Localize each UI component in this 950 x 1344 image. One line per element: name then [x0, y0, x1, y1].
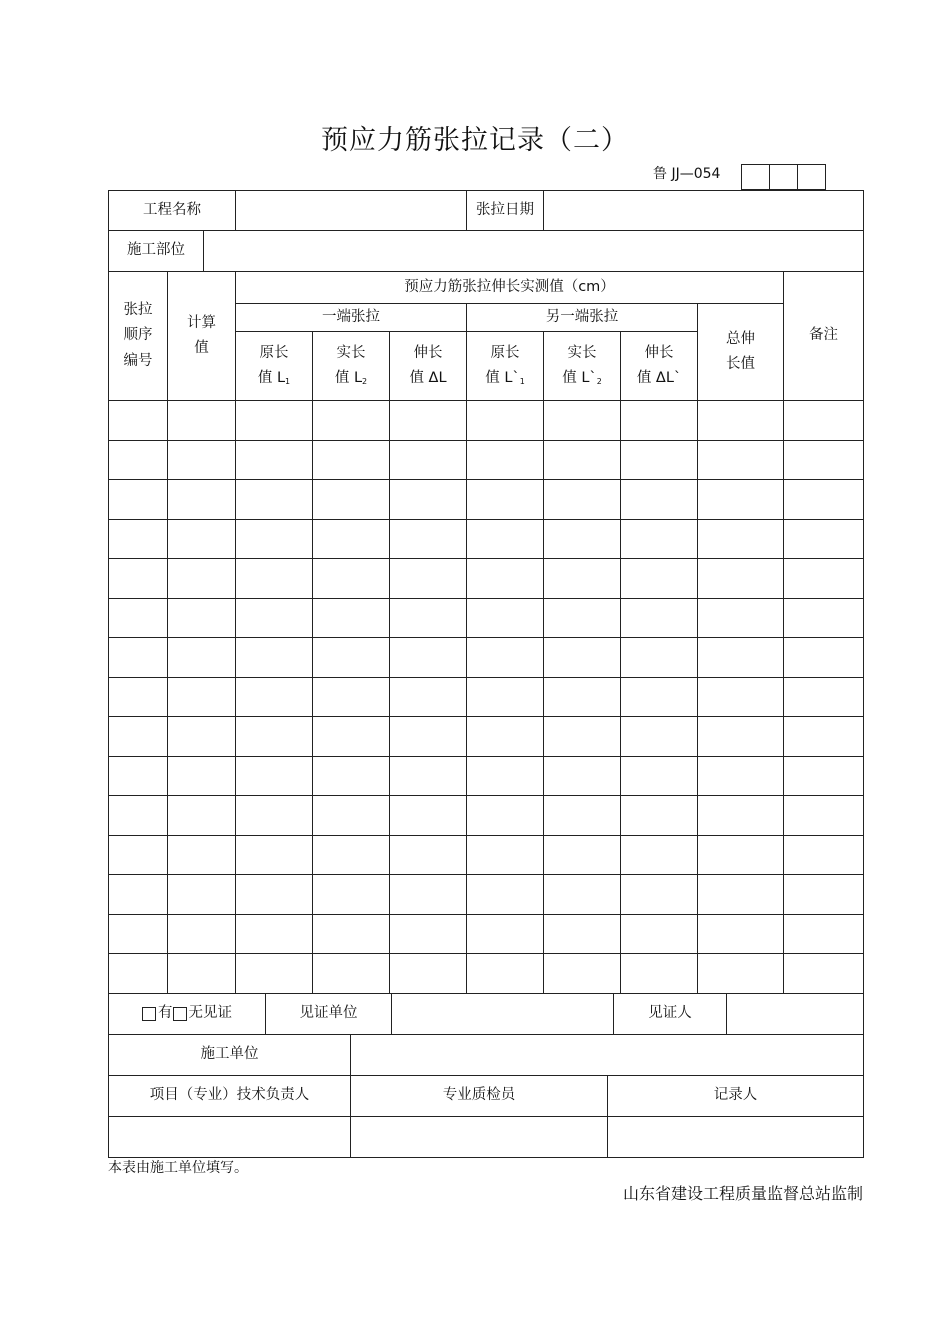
data-cell[interactable]: [236, 717, 313, 757]
recorder-label: 记录人: [713, 1086, 758, 1103]
witness-unit-field[interactable]: [392, 994, 614, 1034]
data-cell[interactable]: [390, 598, 467, 638]
data-cell[interactable]: [168, 717, 236, 757]
data-cell[interactable]: [467, 598, 544, 638]
data-cell[interactable]: [313, 954, 390, 994]
data-cell[interactable]: [390, 480, 467, 520]
data-cell[interactable]: [621, 598, 698, 638]
data-cell[interactable]: [390, 401, 467, 441]
data-cell[interactable]: [236, 954, 313, 994]
data-cell[interactable]: [784, 401, 864, 441]
data-cell[interactable]: [467, 559, 544, 599]
data-cell[interactable]: [109, 480, 168, 520]
witness-person-field[interactable]: [727, 994, 863, 1034]
data-cell[interactable]: [621, 717, 698, 757]
data-cell[interactable]: [109, 638, 168, 678]
data-cell[interactable]: [621, 519, 698, 559]
project-name-label: 工程名称: [109, 191, 236, 231]
data-cell[interactable]: [109, 717, 168, 757]
data-cell[interactable]: [390, 835, 467, 875]
data-cell[interactable]: [109, 519, 168, 559]
data-cell[interactable]: [467, 914, 544, 954]
data-cell[interactable]: [168, 559, 236, 599]
one-end-header: 一端张拉: [236, 304, 467, 332]
val-dlp-text: 值 ΔL`: [636, 370, 682, 386]
data-cell[interactable]: [621, 835, 698, 875]
signoff-labels-row: [109, 1075, 864, 1116]
data-cell[interactable]: [621, 677, 698, 717]
orig-len-l1-header: [236, 332, 313, 401]
data-cell[interactable]: [784, 677, 864, 717]
orig-len-text: 原长: [259, 344, 289, 361]
data-cell[interactable]: [236, 677, 313, 717]
data-cell[interactable]: [544, 835, 621, 875]
data-cell[interactable]: [698, 440, 784, 480]
calc-value-header-line: 计算: [187, 314, 216, 331]
data-cell[interactable]: [784, 914, 864, 954]
table-row: [109, 598, 864, 638]
val-l2-text: 值 L: [334, 370, 363, 386]
data-cell[interactable]: [544, 638, 621, 678]
data-cell[interactable]: [467, 796, 544, 836]
data-cell[interactable]: [784, 796, 864, 836]
data-cell[interactable]: [621, 914, 698, 954]
elongation-dl-header: [390, 332, 467, 401]
tension-date-label: 张拉日期: [467, 191, 544, 231]
data-cell[interactable]: [236, 598, 313, 638]
table-row: [109, 519, 864, 559]
actual-len-text: 实长: [567, 344, 597, 361]
data-cell[interactable]: [313, 835, 390, 875]
data-cell[interactable]: [698, 796, 784, 836]
data-cell[interactable]: [236, 638, 313, 678]
data-cell[interactable]: [784, 519, 864, 559]
has-label: 有: [158, 1004, 173, 1021]
qc-inspector-signature-field[interactable]: [351, 1117, 608, 1157]
data-cell[interactable]: [784, 440, 864, 480]
data-cell[interactable]: [313, 677, 390, 717]
data-cell[interactable]: [698, 480, 784, 520]
has-witness-checkbox[interactable]: [142, 1007, 156, 1021]
code-box[interactable]: [797, 164, 826, 190]
data-cell[interactable]: [168, 835, 236, 875]
data-cell[interactable]: [544, 519, 621, 559]
data-cell[interactable]: [109, 954, 168, 994]
data-cell[interactable]: [109, 401, 168, 441]
data-cell[interactable]: [168, 756, 236, 796]
code-box[interactable]: [769, 164, 797, 190]
data-cell[interactable]: [390, 440, 467, 480]
tech-lead-label: 项目（专业）技术负责人: [109, 1076, 351, 1116]
form-code: 鲁 JJ—054: [653, 166, 721, 182]
data-cell[interactable]: [168, 638, 236, 678]
data-cell[interactable]: [467, 954, 544, 994]
data-cell[interactable]: [236, 401, 313, 441]
constructor-field[interactable]: [351, 1035, 863, 1075]
data-cell[interactable]: [390, 519, 467, 559]
data-cell[interactable]: [236, 480, 313, 520]
data-cell[interactable]: [236, 756, 313, 796]
data-cell[interactable]: [544, 717, 621, 757]
data-cell[interactable]: [467, 875, 544, 915]
footer-supervisor: 山东省建设工程质量监督总站监制: [622, 1184, 863, 1203]
data-cell[interactable]: [544, 954, 621, 994]
data-cell[interactable]: [313, 756, 390, 796]
data-cell[interactable]: [784, 756, 864, 796]
data-cell[interactable]: [109, 796, 168, 836]
qc-inspector-label: 专业质检员: [351, 1076, 608, 1116]
data-cell[interactable]: [313, 440, 390, 480]
actual-len-text: 实长: [336, 344, 366, 361]
data-cell[interactable]: [698, 717, 784, 757]
data-cell[interactable]: [784, 559, 864, 599]
data-cell[interactable]: [390, 756, 467, 796]
data-cell[interactable]: [784, 598, 864, 638]
data-cell[interactable]: [109, 559, 168, 599]
data-cell[interactable]: [236, 835, 313, 875]
data-cell[interactable]: [109, 875, 168, 915]
data-cell[interactable]: [784, 717, 864, 757]
data-cell[interactable]: [168, 519, 236, 559]
elongation-text: 伸长: [644, 344, 674, 361]
data-cell[interactable]: [168, 954, 236, 994]
data-cell[interactable]: [313, 717, 390, 757]
data-cell[interactable]: [390, 677, 467, 717]
construction-part-row: [109, 231, 864, 272]
table-row: [109, 559, 864, 599]
order-no-header: [109, 272, 168, 401]
val-l1-subscript: 1: [285, 377, 291, 386]
data-cell[interactable]: [313, 559, 390, 599]
no-witness-checkbox[interactable]: [173, 1007, 187, 1021]
data-cell[interactable]: [698, 598, 784, 638]
data-cell[interactable]: [390, 914, 467, 954]
construction-part-label: 施工部位: [109, 231, 204, 271]
data-cell[interactable]: [621, 480, 698, 520]
val-l1p-subscript: 1: [519, 377, 525, 386]
data-cell[interactable]: [621, 796, 698, 836]
data-cell[interactable]: [544, 796, 621, 836]
tech-lead-signature-field[interactable]: [109, 1117, 351, 1157]
data-cell[interactable]: [467, 835, 544, 875]
data-cell[interactable]: [698, 638, 784, 678]
data-cell[interactable]: [168, 914, 236, 954]
total-header-line: 总伸: [726, 330, 756, 347]
data-cell[interactable]: [621, 559, 698, 599]
table-row: [109, 796, 864, 836]
data-cell[interactable]: [109, 914, 168, 954]
data-cell[interactable]: [467, 401, 544, 441]
table-row: [109, 677, 864, 717]
val-l2-subscript: 2: [362, 377, 368, 386]
data-cell[interactable]: [544, 559, 621, 599]
data-cell[interactable]: [544, 401, 621, 441]
data-cell[interactable]: [621, 440, 698, 480]
data-cell[interactable]: [168, 796, 236, 836]
data-cell[interactable]: [698, 835, 784, 875]
data-cell[interactable]: [544, 598, 621, 638]
other-end-header: 另一端张拉: [467, 304, 698, 332]
tension-date-field[interactable]: [544, 191, 864, 231]
data-cell[interactable]: [544, 440, 621, 480]
elongation-text: 伸长: [413, 344, 443, 361]
data-cell[interactable]: [236, 519, 313, 559]
data-cell[interactable]: [390, 875, 467, 915]
data-cell[interactable]: [467, 440, 544, 480]
order-no-header-line: 编号: [123, 352, 153, 369]
data-cell[interactable]: [621, 954, 698, 994]
data-cell[interactable]: [236, 559, 313, 599]
code-box[interactable]: [741, 164, 769, 190]
data-cell[interactable]: [467, 717, 544, 757]
construction-part-field[interactable]: [204, 231, 863, 271]
data-cell[interactable]: [109, 756, 168, 796]
orig-len-l1p-header: [467, 332, 544, 401]
calc-value-header: [168, 272, 236, 401]
data-cell[interactable]: [168, 875, 236, 915]
val-l2p-subscript: 2: [596, 377, 602, 386]
data-cell[interactable]: [390, 559, 467, 599]
data-cell[interactable]: [109, 835, 168, 875]
tension-record-table: [108, 190, 864, 1158]
val-l2p-text: 值 L`: [562, 370, 597, 386]
data-cell[interactable]: [544, 914, 621, 954]
table-row: [109, 756, 864, 796]
data-cell[interactable]: [784, 954, 864, 994]
page-title: 预应力筋张拉记录（二）: [321, 125, 629, 156]
measured-group-header: 预应力筋张拉伸长实测值（cm）: [236, 272, 784, 304]
constructor-label: 施工单位: [109, 1035, 351, 1075]
table-row: [109, 638, 864, 678]
data-cell[interactable]: [544, 875, 621, 915]
data-cell[interactable]: [109, 598, 168, 638]
table-row: [109, 954, 864, 994]
data-cell[interactable]: [390, 796, 467, 836]
data-cell[interactable]: [467, 677, 544, 717]
data-cell[interactable]: [467, 480, 544, 520]
table-row: [109, 835, 864, 875]
data-cell[interactable]: [168, 598, 236, 638]
data-cell[interactable]: [698, 875, 784, 915]
data-cell[interactable]: [467, 519, 544, 559]
data-cell[interactable]: [109, 677, 168, 717]
data-cell[interactable]: [784, 835, 864, 875]
order-no-header-line: 张拉: [123, 301, 153, 318]
data-cell[interactable]: [390, 638, 467, 678]
data-cell[interactable]: [698, 519, 784, 559]
data-cell[interactable]: [313, 638, 390, 678]
val-l1p-text: 值 L`: [485, 370, 520, 386]
table-row: [109, 914, 864, 954]
data-cell[interactable]: [544, 756, 621, 796]
data-cell[interactable]: [168, 440, 236, 480]
data-cell[interactable]: [698, 756, 784, 796]
code-number-boxes: [741, 164, 826, 191]
table-row: [109, 440, 864, 480]
signoff-fields-row: [109, 1116, 864, 1157]
data-cell[interactable]: [621, 875, 698, 915]
data-cell[interactable]: [784, 480, 864, 520]
witness-row: [109, 993, 864, 1034]
total-header-line: 长值: [726, 356, 756, 372]
actual-len-l2-header: [313, 332, 390, 401]
elongation-dlp-header: [621, 332, 698, 401]
data-cell[interactable]: [168, 480, 236, 520]
constructor-row: [109, 1034, 864, 1075]
data-cell[interactable]: [109, 440, 168, 480]
data-cell[interactable]: [236, 796, 313, 836]
data-cell[interactable]: [313, 914, 390, 954]
data-cell[interactable]: [544, 677, 621, 717]
table-row: [109, 401, 864, 441]
recorder-signature-field[interactable]: [608, 1117, 863, 1157]
witness-option: [109, 994, 266, 1034]
data-cell[interactable]: [168, 401, 236, 441]
witness-unit-label: 见证单位: [266, 994, 392, 1034]
data-cell[interactable]: [698, 401, 784, 441]
order-no-header-line: 顺序: [123, 327, 153, 344]
data-cell[interactable]: [236, 875, 313, 915]
data-cell[interactable]: [698, 954, 784, 994]
val-dl-text: 值 ΔL: [409, 370, 447, 386]
total-header: [698, 304, 784, 401]
data-cell[interactable]: [390, 954, 467, 994]
data-cell[interactable]: [168, 677, 236, 717]
actual-len-l2p-header: [544, 332, 621, 401]
data-cell[interactable]: [698, 559, 784, 599]
witness-person-label: 见证人: [614, 994, 727, 1034]
data-cell[interactable]: [621, 638, 698, 678]
data-cell[interactable]: [313, 796, 390, 836]
val-l1-text: 值 L: [257, 370, 286, 386]
data-cell[interactable]: [784, 875, 864, 915]
data-cell[interactable]: [313, 519, 390, 559]
data-cell[interactable]: [313, 480, 390, 520]
data-cell[interactable]: [544, 480, 621, 520]
data-cell[interactable]: [698, 677, 784, 717]
data-cell[interactable]: [236, 914, 313, 954]
data-cell[interactable]: [313, 598, 390, 638]
data-cell[interactable]: [784, 638, 864, 678]
data-cell[interactable]: [621, 756, 698, 796]
project-name-field[interactable]: [236, 191, 467, 231]
data-cell[interactable]: [313, 401, 390, 441]
no-witness-label: 无见证: [188, 1004, 232, 1021]
data-cell[interactable]: [236, 440, 313, 480]
table-row: [109, 875, 864, 915]
calc-value-header-line: 值: [194, 340, 209, 356]
remark-header: 备注: [784, 272, 864, 401]
data-cell[interactable]: [467, 756, 544, 796]
table-row: [109, 480, 864, 520]
data-cell[interactable]: [467, 638, 544, 678]
footer-note: 本表由施工单位填写。: [108, 1160, 248, 1176]
data-cell[interactable]: [313, 875, 390, 915]
data-cell[interactable]: [390, 717, 467, 757]
data-cell[interactable]: [621, 401, 698, 441]
data-cell[interactable]: [698, 914, 784, 954]
orig-len-text: 原长: [490, 344, 520, 361]
table-row: [109, 717, 864, 757]
